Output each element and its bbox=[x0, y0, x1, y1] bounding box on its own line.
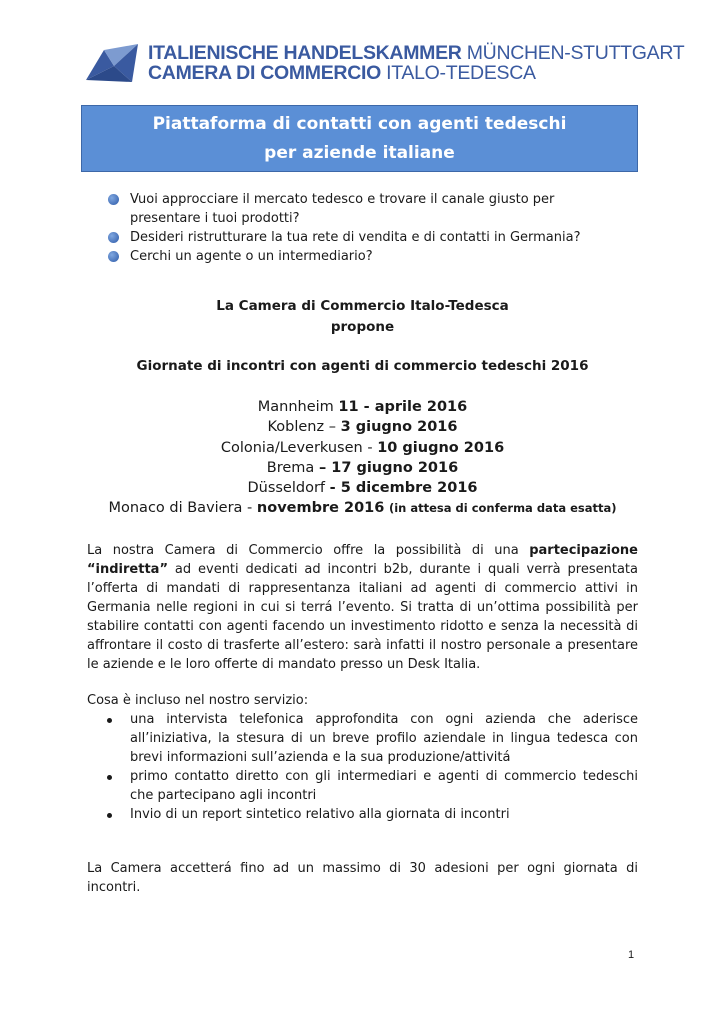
offer-text-bold: partecipazione “indiretta” bbox=[87, 543, 638, 577]
proposal-line-1: La Camera di Commercio Italo-Tedesca bbox=[216, 298, 509, 314]
title-line-1: Piattaforma di contatti con agenti tedeschi bbox=[152, 113, 567, 134]
bullet-dot-icon bbox=[108, 232, 119, 243]
page-number: 1 bbox=[628, 949, 635, 961]
event-heading: Giornate di incontri con agenti di commercio tedeschi 2016 bbox=[136, 358, 589, 374]
bullet-dot-icon bbox=[107, 718, 112, 723]
service-text: una intervista telefonica approfondita con ogni azienda che aderisce all’iniziativa, la stesura di un breve profilo aziendale in lingua tedesca con brevi informazioni sull’azienda e la sua produzione/attivitá bbox=[130, 712, 638, 765]
bullet-dot-icon bbox=[108, 251, 119, 262]
service-heading: Cosa è incluso nel nostro servizio: bbox=[87, 693, 309, 708]
service-list bbox=[104, 710, 638, 824]
proposal-heading bbox=[0, 296, 725, 338]
chamber-name-line-it bbox=[148, 63, 684, 83]
event-city: Monaco di Baviera - bbox=[108, 500, 257, 517]
bullet-dot-icon bbox=[108, 194, 119, 205]
event-item bbox=[0, 397, 725, 417]
event-note: (in attesa di conferma data esatta) bbox=[388, 501, 617, 516]
event-list bbox=[0, 397, 725, 519]
chamber-name-de-bold: ITALIENISCHE HANDELSKAMMER bbox=[148, 42, 462, 64]
offer-text-2: ad eventi dedicati ad incontri b2b, durante i quali verrà presentata l’offerta di mandati di rappresentanza italiani ad agenti di commercio attivi in Germania nelle regioni in cui si terrá l’evento. Si tratta di un’ottima possibilità per stabilire contatti con agenti facendo un investimento ridotto e senza la necessità di affrontare il costo di trasferte all’estero: sarà infatti il nostro personale a presentare le aziende e le loro offerte di mandato presso un Desk Italia. bbox=[87, 562, 638, 672]
offer-paragraph bbox=[87, 541, 638, 674]
service-item bbox=[104, 805, 638, 824]
chamber-name-it-light: ITALO-TEDESCA bbox=[386, 62, 536, 84]
chamber-name-de-light: MÜNCHEN-STUTTGART bbox=[466, 42, 685, 64]
chamber-name-it-bold: CAMERA DI COMMERCIO bbox=[148, 62, 381, 84]
event-city: Koblenz – bbox=[267, 419, 341, 436]
event-item bbox=[0, 417, 725, 437]
bullet-dot-icon bbox=[107, 775, 112, 780]
bullet-dot-icon bbox=[107, 813, 112, 818]
offer-text-1: La nostra Camera di Commercio offre la possibilità di una bbox=[87, 543, 530, 558]
intro-bullet-list bbox=[108, 190, 628, 266]
title-banner bbox=[81, 105, 638, 172]
chamber-logo-icon bbox=[86, 42, 138, 84]
event-date: novembre 2016 bbox=[256, 500, 385, 517]
intro-bullet bbox=[108, 247, 628, 266]
event-city: Düsseldorf bbox=[247, 480, 330, 497]
intro-bullet-text: Desideri ristrutturare la tua rete di vendita e di contatti in Germania? bbox=[130, 230, 581, 245]
chamber-name bbox=[148, 43, 684, 83]
event-item bbox=[0, 498, 725, 518]
event-item bbox=[0, 438, 725, 458]
event-item bbox=[0, 478, 725, 498]
intro-bullet bbox=[108, 190, 628, 228]
event-city: Colonia/Leverkusen - bbox=[220, 439, 378, 456]
service-text: primo contatto diretto con gli intermediari e agenti di commercio tedeschi che partecipano agli incontri bbox=[130, 769, 638, 803]
service-text: Invio di un report sintetico relativo alla giornata di incontri bbox=[130, 807, 510, 822]
event-date: - 5 dicembre 2016 bbox=[329, 480, 478, 497]
event-item bbox=[0, 458, 725, 478]
proposal-line-2: propone bbox=[330, 319, 395, 335]
title-line-2: per aziende italiane bbox=[264, 142, 455, 163]
event-city: Brema bbox=[266, 459, 319, 476]
closing-paragraph: La Camera accetterá fino ad un massimo di 30 adesioni per ogni giornata di incontri. bbox=[87, 861, 638, 895]
chamber-logo bbox=[86, 40, 685, 86]
intro-bullet-text: Vuoi approcciare il mercato tedesco e trovare il canale giusto per presentare i tuoi prodotti? bbox=[130, 192, 555, 226]
event-date: 10 giugno 2016 bbox=[377, 439, 505, 456]
intro-bullet-text: Cerchi un agente o un intermediario? bbox=[130, 249, 373, 264]
event-date: 11 - aprile 2016 bbox=[338, 399, 468, 415]
event-city: Mannheim bbox=[257, 399, 339, 415]
chamber-name-line-de bbox=[148, 43, 684, 63]
event-date: – 17 giugno 2016 bbox=[318, 459, 459, 476]
service-item bbox=[104, 767, 638, 805]
intro-bullet bbox=[108, 228, 628, 247]
service-item bbox=[104, 710, 638, 767]
event-date: 3 giugno 2016 bbox=[340, 419, 458, 436]
